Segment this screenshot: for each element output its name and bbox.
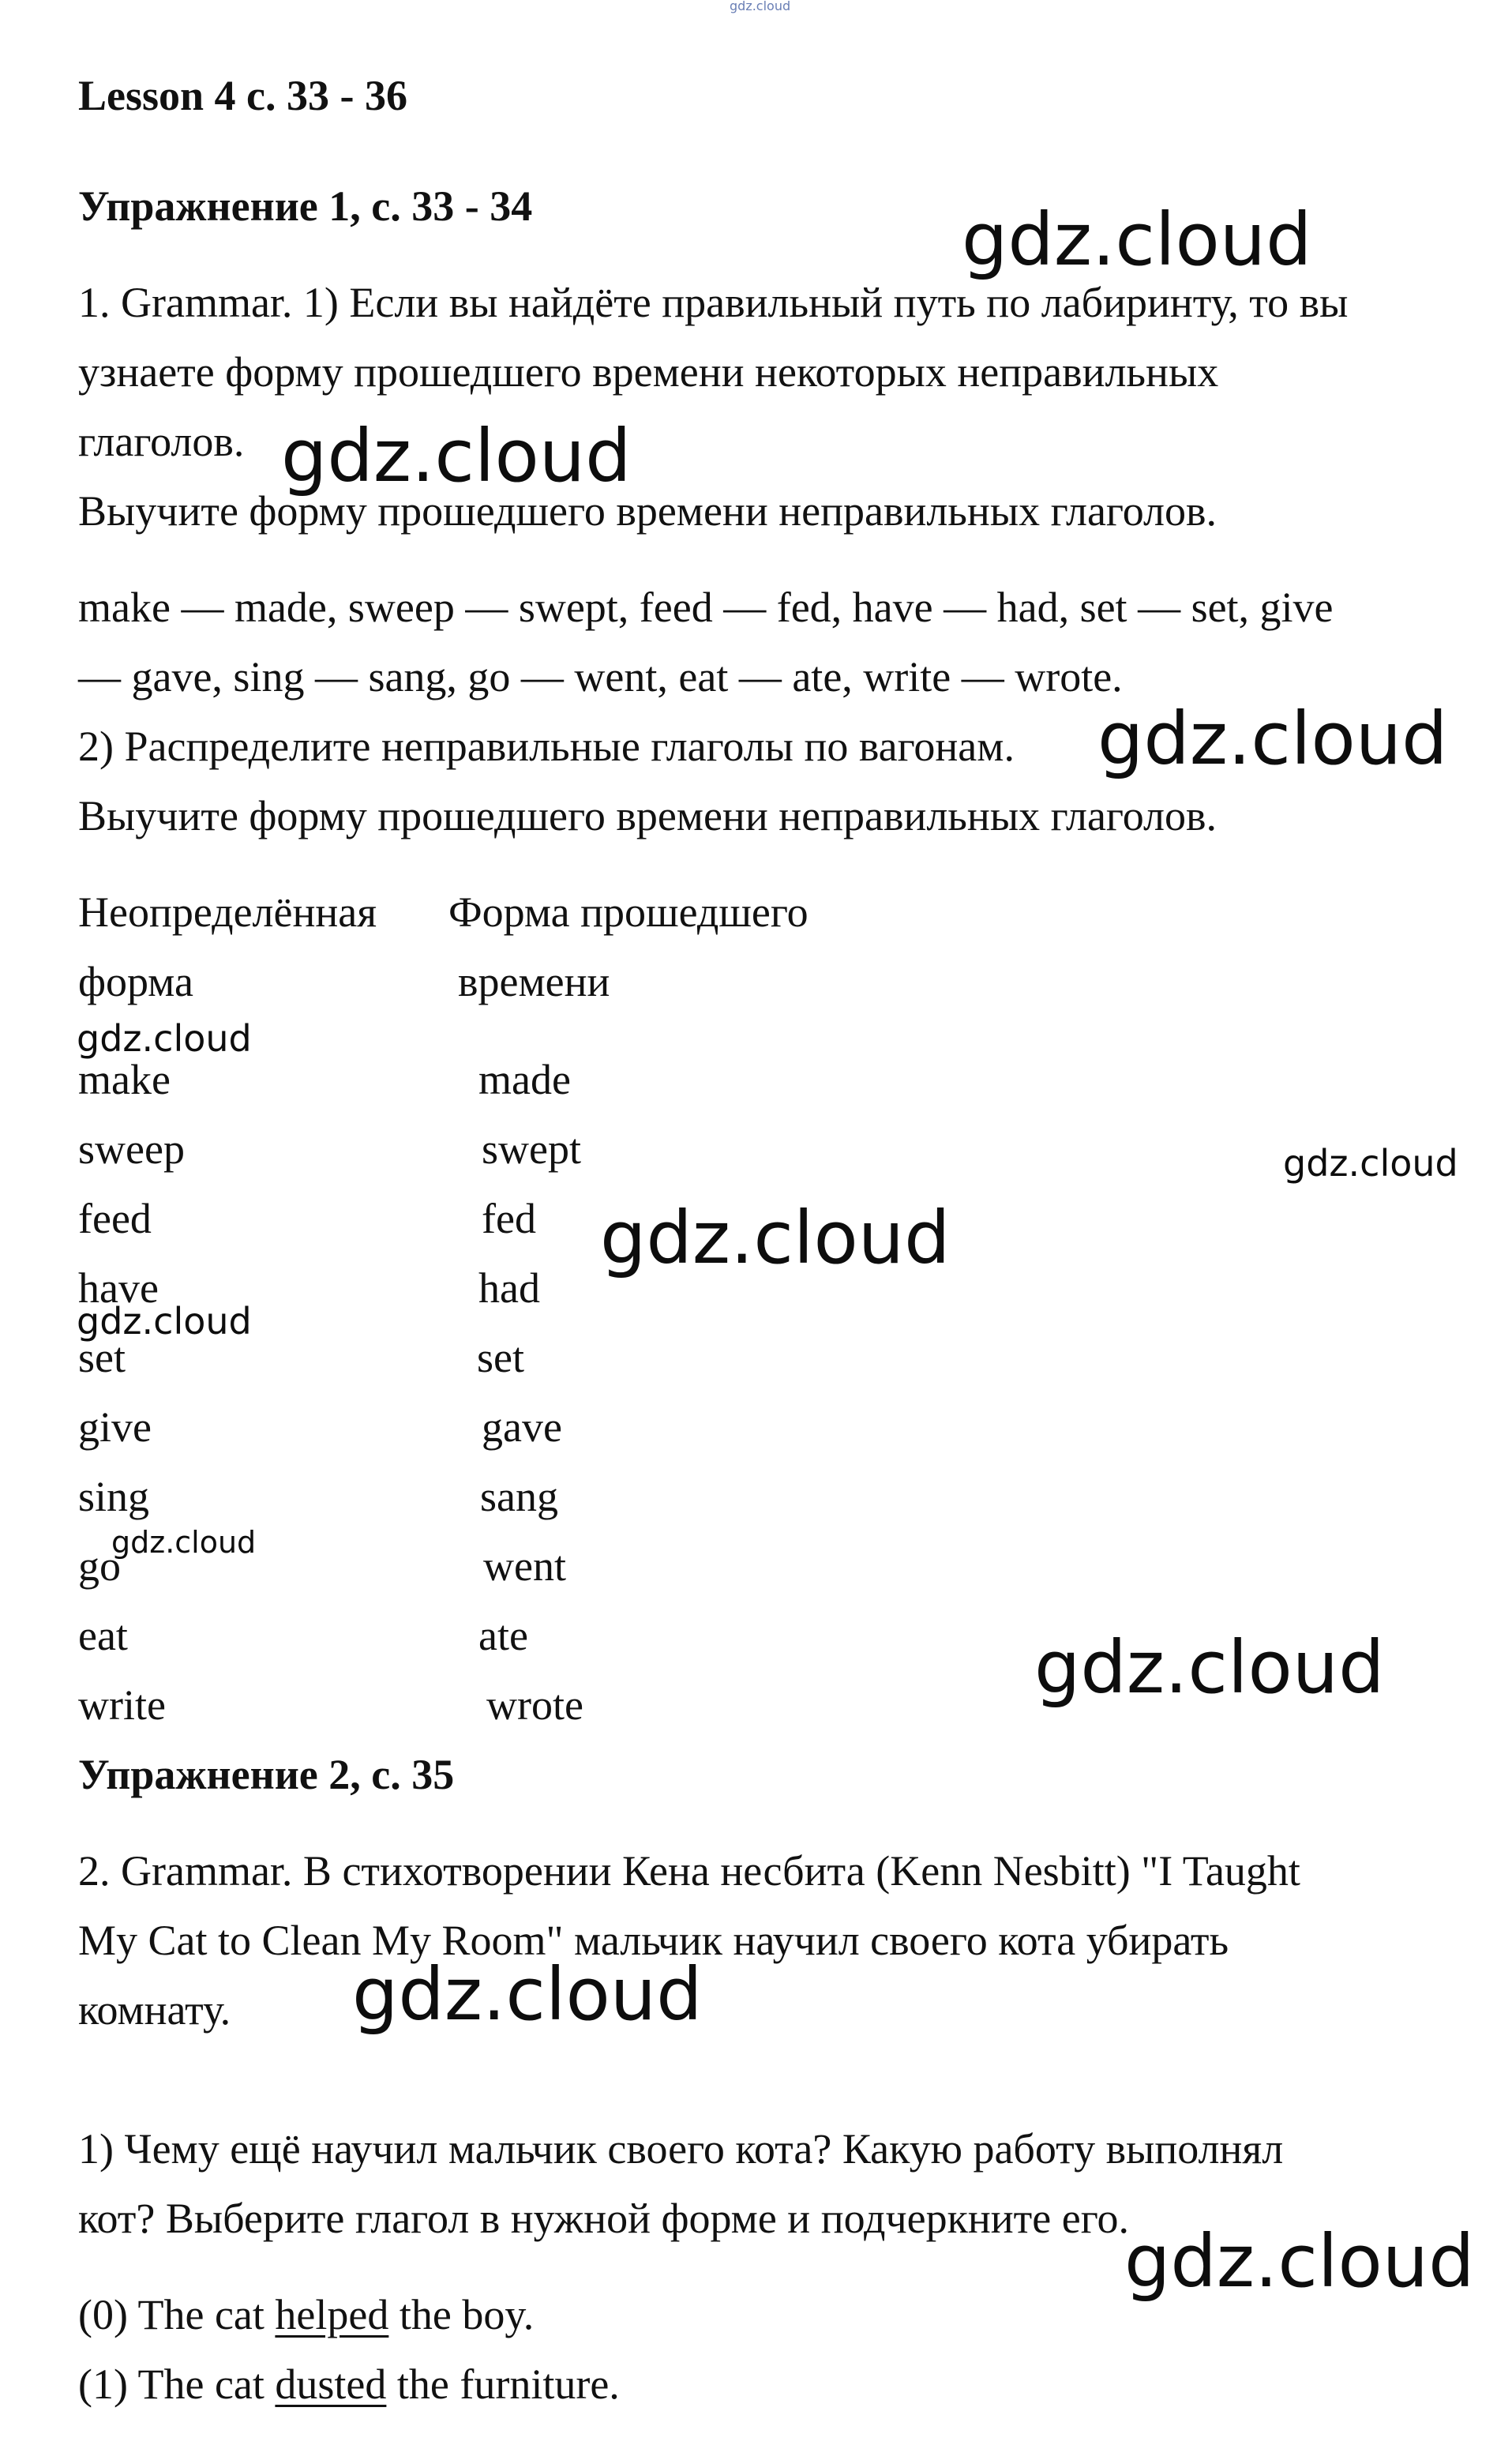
watermark: gdz.cloud <box>1034 1625 1385 1710</box>
answer-suffix: the boy. <box>388 2291 535 2338</box>
watermark: gdz.cloud <box>1124 2219 1475 2304</box>
verb-base: give <box>78 1403 152 1451</box>
exercise1-task-line: 1. Grammar. 1) Если вы найдёте правильный путь по лабиринту, то вы <box>78 279 1349 326</box>
answer-suffix: the furniture. <box>386 2360 620 2408</box>
watermark: gdz.cloud <box>77 1300 252 1343</box>
table-header-col2: Форма прошедшего <box>448 888 809 936</box>
exercise2-question-line: кот? Выберите глагол в нужной форме и подчеркните его. <box>78 2195 1130 2242</box>
exercise1-heading: Упражнение 1, с. 33 - 34 <box>78 182 533 230</box>
underlined-verb: helped <box>275 2291 389 2338</box>
exercise1-task-line: глаголов. <box>78 418 245 465</box>
verb-past: fed <box>482 1195 536 1242</box>
verb-past: ate <box>478 1612 528 1659</box>
watermark: gdz.cloud <box>1097 697 1448 781</box>
watermark: gdz.cloud <box>600 1196 951 1280</box>
exercise2-answer <box>78 2293 534 2336</box>
watermark: gdz.cloud <box>962 197 1312 282</box>
watermark: gdz.cloud <box>77 1017 252 1060</box>
answer-prefix: (1) The cat <box>78 2360 276 2408</box>
exercise2-intro-line: My Cat to Clean My Room" мальчик научил своего кота убирать <box>78 1917 1229 1964</box>
verb-past: made <box>478 1056 571 1103</box>
learn-instruction: Выучите форму прошедшего времени неправильных глаголов. <box>78 487 1217 535</box>
learn-instruction: Выучите форму прошедшего времени неправильных глаголов. <box>78 792 1217 839</box>
verb-base: make <box>78 1056 171 1103</box>
table-header-col1: форма <box>78 958 193 1005</box>
watermark: gdz.cloud <box>111 1525 257 1560</box>
task2-line: 2) Распределите неправильные глаголы по вагонам. <box>78 723 1015 770</box>
answer-line: make — made, sweep — swept, feed — fed, have — had, set — set, give <box>78 584 1334 631</box>
verb-past: swept <box>482 1125 581 1173</box>
exercise2-intro-line: 2. Grammar. В стихотворении Кена несбита (Kenn Nesbitt) "I Taught <box>78 1847 1300 1895</box>
exercise2-answer <box>78 2360 620 2408</box>
exercise2-question-line: 1) Чему ещё научил мальчик своего кота? Какую работу выполнял <box>78 2125 1284 2173</box>
lesson-title: Lesson 4 с. 33 - 36 <box>78 72 407 119</box>
verb-base: sweep <box>78 1125 185 1173</box>
verb-past: had <box>478 1264 540 1312</box>
verb-past: went <box>483 1542 566 1590</box>
verb-past: set <box>477 1334 524 1381</box>
verb-base: set <box>78 1334 126 1381</box>
exercise2-heading: Упражнение 2, с. 35 <box>78 1751 455 1798</box>
verb-base: eat <box>78 1612 128 1659</box>
answer-line: — gave, sing — sang, go — went, eat — ate, write — wrote. <box>78 653 1123 700</box>
verb-past: gave <box>482 1403 562 1451</box>
verb-base: have <box>78 1264 159 1312</box>
watermark: gdz.cloud <box>1283 1142 1458 1185</box>
table-header-col2: времени <box>458 958 610 1005</box>
watermark: gdz.cloud <box>281 414 632 498</box>
verb-base: write <box>78 1681 166 1729</box>
verb-past: sang <box>480 1473 558 1520</box>
verb-base: feed <box>78 1195 152 1242</box>
answer-prefix: (0) The cat <box>78 2291 276 2338</box>
underlined-verb: dusted <box>275 2360 387 2408</box>
watermark: gdz.cloud <box>352 1952 703 2037</box>
watermark-top-tiny: gdz.cloud <box>730 0 791 13</box>
exercise1-task-line: узнаете форму прошедшего времени некоторых неправильных <box>78 348 1219 396</box>
table-header-col1: Неопределённая <box>78 888 377 936</box>
verb-base: sing <box>78 1473 150 1520</box>
exercise2-intro-line: комнату. <box>78 1986 231 2034</box>
verb-past: wrote <box>486 1681 583 1729</box>
verb-base: go <box>78 1542 121 1590</box>
